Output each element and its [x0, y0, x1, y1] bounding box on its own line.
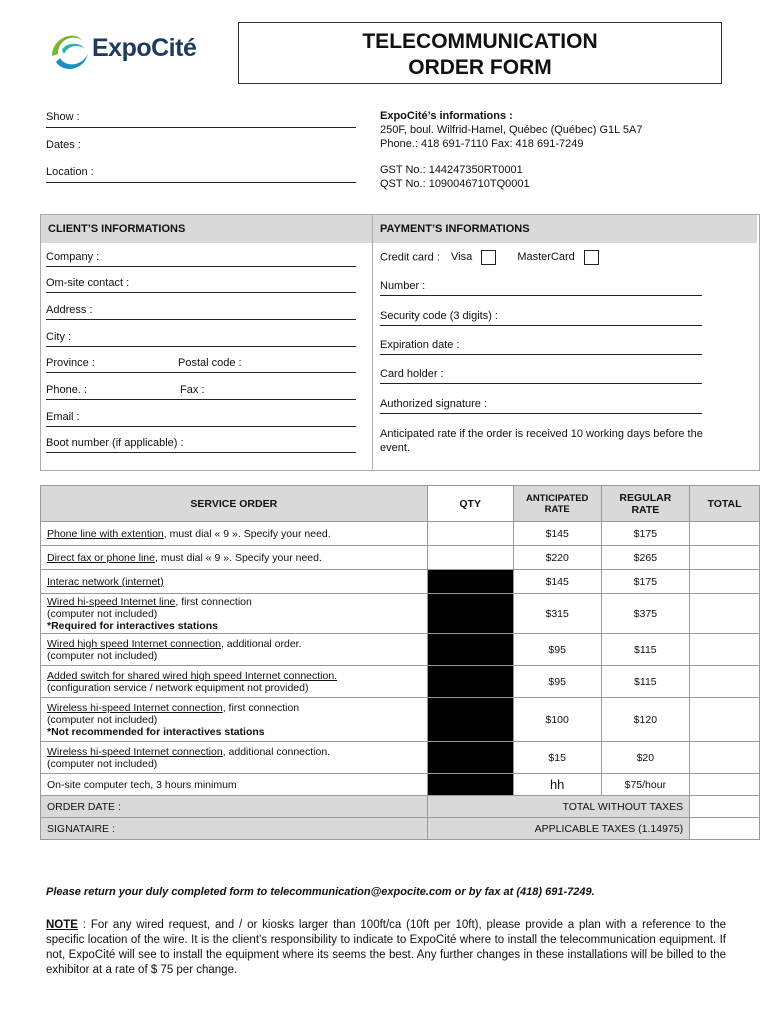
- logo-swirl-icon: [44, 26, 94, 76]
- footer-note: [46, 918, 726, 978]
- qty-cell[interactable]: [427, 546, 513, 570]
- service-description: Direct fax or phone line, must dial « 9 ». Specify your need.: [41, 546, 428, 570]
- company-field[interactable]: [46, 251, 356, 267]
- location-field[interactable]: [46, 166, 356, 183]
- address-label: Address :: [46, 304, 93, 316]
- service-description: Added switch for shared wired high speed Internet connection. (configuration service / network equipment not provided): [41, 666, 428, 698]
- gst-number: GST No.: 144247350RT0001: [380, 164, 523, 176]
- order-date-label[interactable]: ORDER DATE :: [41, 796, 428, 818]
- total-cell[interactable]: [690, 698, 760, 742]
- total-cell[interactable]: [690, 666, 760, 698]
- anticipated-rate: $315: [513, 594, 601, 634]
- qty-cell: [427, 698, 513, 742]
- signataire-row: [41, 818, 760, 840]
- total-without-taxes-value[interactable]: [690, 796, 760, 818]
- province-label: Province :: [46, 357, 95, 369]
- anticipated-rate: $95: [513, 666, 601, 698]
- total-cell[interactable]: [690, 570, 760, 594]
- mastercard-checkbox[interactable]: [584, 250, 599, 265]
- header-qty: QTY: [427, 486, 513, 522]
- onsite-label: Om-site contact :: [46, 277, 130, 289]
- booth-number-field[interactable]: [46, 437, 356, 453]
- table-row: [41, 634, 760, 666]
- signature-label: Authorized signature :: [380, 398, 488, 410]
- service-description: Phone line with extention, must dial « 9 ». Specify your need.: [41, 522, 428, 546]
- signataire-label[interactable]: SIGNATAIRE :: [41, 818, 428, 840]
- regular-rate: $175: [601, 570, 689, 594]
- section-divider: [372, 214, 373, 469]
- logo-text: ExpoCité: [92, 34, 197, 62]
- regular-rate: $20: [601, 742, 689, 774]
- anticipated-rate: hh: [513, 774, 601, 796]
- anticipated-rate: $100: [513, 698, 601, 742]
- expiration-date-field[interactable]: [380, 339, 702, 355]
- qty-cell: [427, 742, 513, 774]
- email-label: Email :: [46, 411, 80, 423]
- expocite-info: [380, 109, 643, 191]
- credit-card-row: [380, 250, 599, 265]
- show-field[interactable]: [46, 111, 356, 128]
- service-description: Wireless hi-speed Internet connection, first connection (computer not included) *Not recommended for interactives stations: [41, 698, 428, 742]
- service-description: Wired hi-speed Internet line, first connection (computer not included) *Required for interactives stations: [41, 594, 428, 634]
- city-label: City :: [46, 331, 72, 343]
- regular-rate: $120: [601, 698, 689, 742]
- total-cell[interactable]: [690, 522, 760, 546]
- location-label: Location :: [46, 166, 94, 178]
- dates-label: Dates :: [46, 139, 81, 151]
- onsite-contact-field[interactable]: [46, 277, 356, 293]
- service-description: Interac network (internet): [41, 570, 428, 594]
- client-title: CLIENT’S INFORMATIONS: [48, 223, 186, 235]
- regular-rate: $265: [601, 546, 689, 570]
- card-number-label: Number :: [380, 280, 426, 292]
- card-holder-label: Card holder :: [380, 368, 444, 380]
- regular-rate: $175: [601, 522, 689, 546]
- regular-rate: $115: [601, 666, 689, 698]
- qty-cell[interactable]: [427, 522, 513, 546]
- address-field[interactable]: [46, 304, 356, 320]
- table-row: [41, 742, 760, 774]
- applicable-taxes-label: APPLICABLE TAXES (1.14975): [427, 818, 690, 840]
- total-without-taxes-label: TOTAL WITHOUT TAXES: [427, 796, 690, 818]
- credit-card-label: Credit card :: [380, 251, 440, 264]
- province-field[interactable]: [46, 357, 356, 373]
- phone-field[interactable]: [46, 384, 356, 400]
- table-row: [41, 698, 760, 742]
- total-cell[interactable]: [690, 774, 760, 796]
- table-header-row: [41, 486, 760, 522]
- city-field[interactable]: [46, 331, 356, 347]
- card-holder-field[interactable]: [380, 368, 702, 384]
- show-label: Show :: [46, 111, 80, 123]
- signature-field[interactable]: [380, 398, 702, 414]
- security-code-label: Security code (3 digits) :: [380, 310, 498, 322]
- total-cell[interactable]: [690, 634, 760, 666]
- service-description: On-site computer tech, 3 hours minimum: [41, 774, 428, 796]
- title-line-1: TELECOMMUNICATION: [362, 30, 598, 53]
- note-text: : For any wired request, and / or kiosks larger than 100ft/ca (10ft per 10ft), please provide a plan with a reference to the specific location of the wire. It is the client’s responsibility to indicate to ExpoCité where to install the telecommunication equipment. If not, ExpoCité will see to install the equipment where its seems the best. Any further changes in these installations will be billed to the exhibitor at a rate of $ 75 per change.: [46, 919, 726, 976]
- fax-label: Fax :: [180, 384, 205, 396]
- return-note: Please return your duly completed form to telecommunication@expocite.com or by fax at (418) 691-7249.: [46, 886, 595, 898]
- service-description: Wired high speed Internet connection, additional order. (computer not included): [41, 634, 428, 666]
- qty-cell: [427, 594, 513, 634]
- visa-label: Visa: [450, 251, 473, 264]
- qty-cell: [427, 774, 513, 796]
- form-title: [238, 22, 722, 84]
- company-label: Company :: [46, 251, 100, 263]
- qty-cell: [427, 634, 513, 666]
- expocite-phone: Phone.: 418 691-7110 Fax: 418 691-7249: [380, 138, 584, 150]
- regular-rate: $75/hour: [601, 774, 689, 796]
- order-date-row: [41, 796, 760, 818]
- total-cell[interactable]: [690, 546, 760, 570]
- total-cell[interactable]: [690, 594, 760, 634]
- header-total: TOTAL: [690, 486, 760, 522]
- title-line-2: ORDER FORM: [408, 56, 552, 79]
- anticipated-note: Anticipated rate if the order is received 10 working days before the event.: [380, 428, 703, 454]
- expiration-label: Expiration date :: [380, 339, 460, 351]
- anticipated-rate: $95: [513, 634, 601, 666]
- booth-label: Boot number (if applicable) :: [46, 437, 184, 449]
- table-row: [41, 666, 760, 698]
- mastercard-label: MasterCard: [517, 251, 575, 264]
- qty-cell: [427, 570, 513, 594]
- regular-rate: $375: [601, 594, 689, 634]
- note-label: NOTE: [46, 919, 78, 931]
- expocite-address: 250F, boul. Wilfrid-Hamel, Québec (Québec) G1L 5A7: [380, 124, 643, 136]
- security-code-field[interactable]: [380, 310, 702, 326]
- visa-checkbox[interactable]: [481, 250, 496, 265]
- regular-rate: $115: [601, 634, 689, 666]
- qty-cell: [427, 666, 513, 698]
- header-service: SERVICE ORDER: [41, 486, 428, 522]
- table-row: [41, 594, 760, 634]
- table-row: [41, 522, 760, 546]
- payment-title: PAYMENT’S INFORMATIONS: [380, 223, 530, 235]
- qst-number: QST No.: 1090046710TQ0001: [380, 178, 530, 190]
- anticipated-rate: $145: [513, 522, 601, 546]
- service-description: Wireless hi-speed Internet connection, additional connection. (computer not included): [41, 742, 428, 774]
- postal-code-label: Postal code :: [178, 357, 242, 369]
- table-row: [41, 774, 760, 796]
- phone-label: Phone. :: [46, 384, 87, 396]
- applicable-taxes-value[interactable]: [690, 818, 760, 840]
- expocite-info-title: ExpoCité’s informations :: [380, 110, 513, 122]
- header-regular: REGULAR RATE: [601, 486, 689, 522]
- table-row: [41, 570, 760, 594]
- anticipated-rate: $220: [513, 546, 601, 570]
- total-cell[interactable]: [690, 742, 760, 774]
- table-row: [41, 546, 760, 570]
- email-field[interactable]: [46, 411, 356, 427]
- anticipated-rate: $145: [513, 570, 601, 594]
- service-order-table: [40, 485, 760, 840]
- anticipated-rate: $15: [513, 742, 601, 774]
- header-anticipated: ANTICIPATED RATE: [513, 486, 601, 522]
- card-number-field[interactable]: [380, 280, 702, 296]
